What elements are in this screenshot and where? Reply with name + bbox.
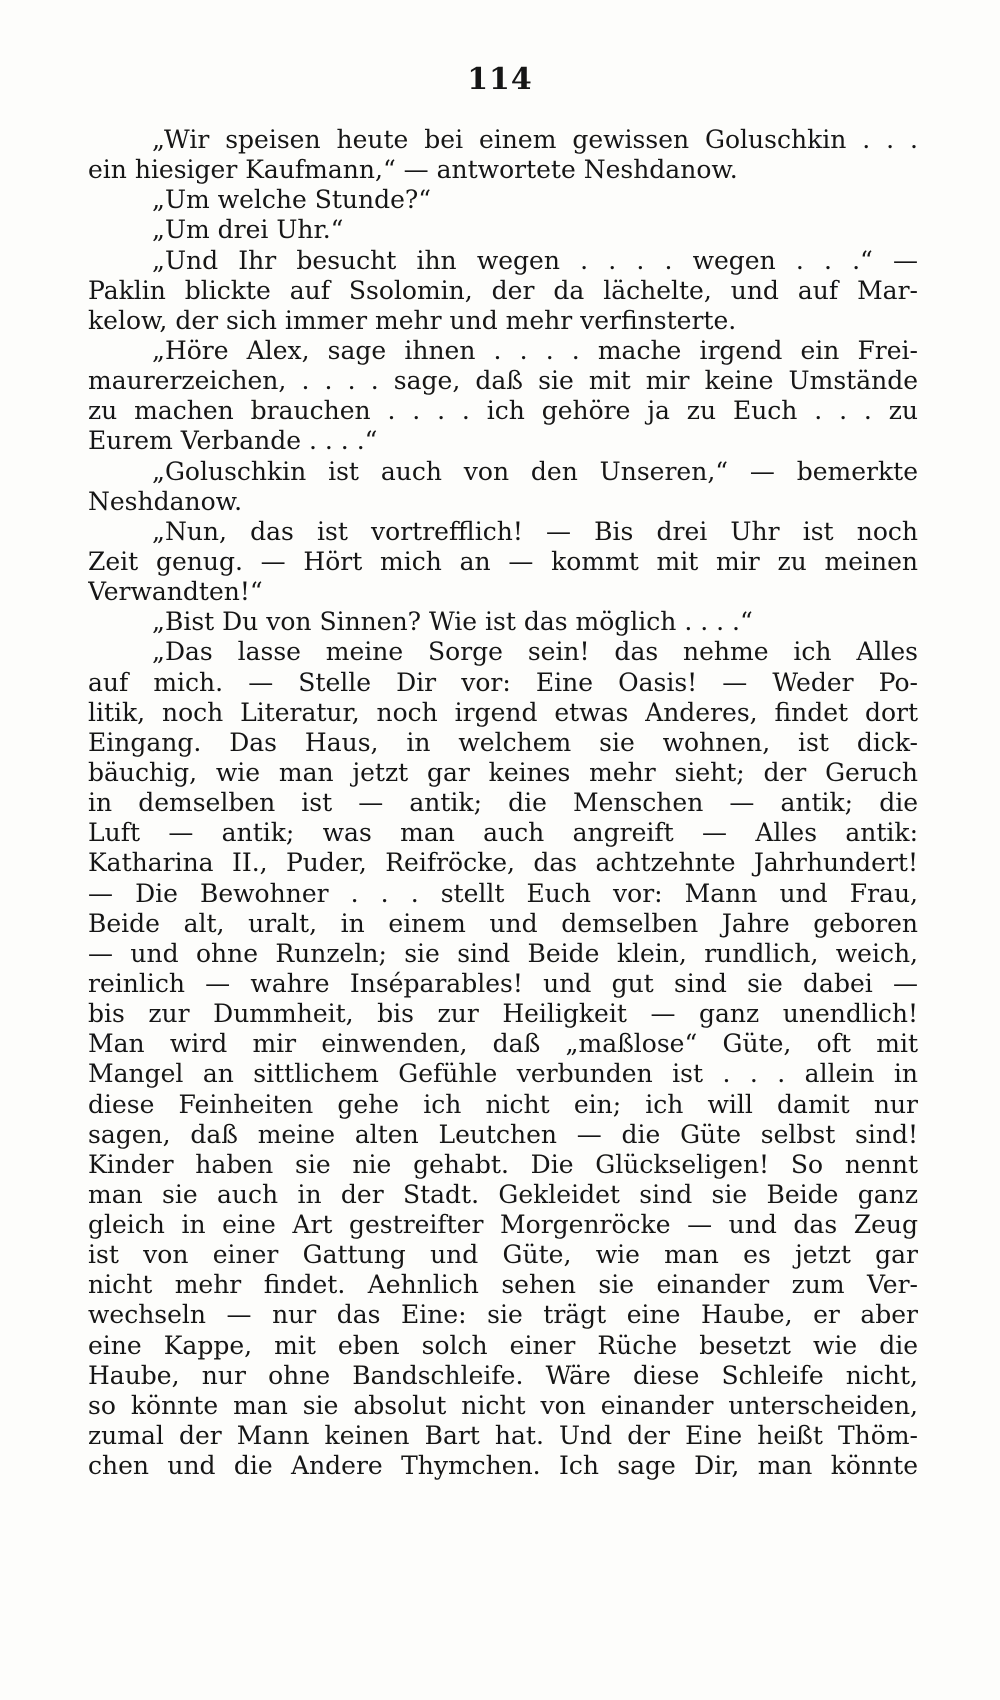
text-line: Mangel an sittlichem Gefühle verbunden ist . . . allein in (88, 1059, 918, 1089)
text-line: man sie auch in der Stadt. Gekleidet sind sie Beide ganz (88, 1179, 918, 1209)
text-line: bäuchig, wie man jetzt gar keines mehr sieht; der Geruch (88, 757, 918, 787)
text-line: Eingang. Das Haus, in welchem sie wohnen, ist dick- (88, 727, 918, 757)
text-line: „Nun, das ist vortrefflich! — Bis drei Uhr ist noch (152, 516, 918, 546)
text-line: Kinder haben sie nie gehabt. Die Glückseligen! So nennt (88, 1149, 918, 1179)
text-line: wechseln — nur das Eine: sie trägt eine Haube, er aber (88, 1300, 918, 1330)
text-line: auf mich. — Stelle Dir vor: Eine Oasis! — Weder Po- (88, 667, 918, 697)
text-line: — Die Bewohner . . . stellt Euch vor: Mann und Frau, (88, 878, 918, 908)
body-text (88, 125, 918, 1481)
text-line: „Bist Du von Sinnen? Wie ist das möglich . . . .“ (152, 607, 753, 637)
text-line: „Das lasse meine Sorge sein! das nehme ich Alles (152, 637, 918, 667)
text-line: Verwandten!“ (88, 577, 263, 607)
page-number: 114 (467, 62, 533, 97)
text-line: maurerzeichen, . . . . sage, daß sie mit mir keine Umstände (88, 366, 918, 396)
text-line: litik, noch Literatur, noch irgend etwas Anderes, findet dort (88, 697, 918, 727)
text-line: „Um welche Stunde?“ (152, 185, 432, 215)
text-line: Zeit genug. — Hört mich an — kommt mit mir zu meinen (88, 546, 918, 576)
text-line: zu machen brauchen . . . . ich gehöre ja zu Euch . . . zu (88, 396, 918, 426)
text-line: „Wir speisen heute bei einem gewissen Goluschkin . . . (152, 125, 918, 154)
text-line: „Höre Alex, sage ihnen . . . . mache irgend ein Frei- (152, 335, 918, 365)
text-line: „Um drei Uhr.“ (152, 215, 344, 245)
text-line: reinlich — wahre Inséparables! und gut sind sie dabei — (88, 968, 918, 998)
text-line: ein hiesiger Kaufmann,“ — antwortete Neshdanow. (88, 155, 738, 185)
text-line: — und ohne Runzeln; sie sind Beide klein, rundlich, weich, (88, 938, 918, 968)
text-line: „Und Ihr besucht ihn wegen . . . . wegen . . .“ — (152, 245, 918, 275)
text-line: in demselben ist — antik; die Menschen — antik; die (88, 788, 918, 818)
text-line: gleich in eine Art gestreifter Morgenröcke — und das Zeug (88, 1210, 918, 1240)
text-line: bis zur Dummheit, bis zur Heiligkeit — ganz unendlich! (88, 999, 918, 1029)
text-line: so könnte man sie absolut nicht von einander unterscheiden, (88, 1390, 918, 1420)
text-line: zumal der Mann keinen Bart hat. Und der Eine heißt Thöm- (88, 1421, 918, 1451)
text-line: Luft — antik; was man auch angreift — Alles antik: (88, 818, 918, 848)
text-line: sagen, daß meine alten Leutchen — die Güte selbst sind! (88, 1119, 918, 1149)
text-line: diese Feinheiten gehe ich nicht ein; ich will damit nur (88, 1089, 918, 1119)
text-line: Man wird mir einwenden, daß „maßlose“ Güte, oft mit (88, 1029, 918, 1059)
text-line: eine Kappe, mit eben solch einer Rüche besetzt wie die (88, 1330, 918, 1360)
text-line: Haube, nur ohne Bandschleife. Wäre diese Schleife nicht, (88, 1360, 918, 1390)
text-line: ist von einer Gattung und Güte, wie man es jetzt gar (88, 1240, 918, 1270)
text-line: Paklin blickte auf Ssolomin, der da lächelte, und auf Mar- (88, 275, 918, 305)
text-line: „Goluschkin ist auch von den Unseren,“ — bemerkte (152, 456, 918, 486)
text-line: kelow, der sich immer mehr und mehr verfinsterte. (88, 305, 737, 335)
text-line: Katharina II., Puder, Reifröcke, das achtzehnte Jahrhundert! (88, 848, 918, 878)
text-line: Eurem Verbande . . . .“ (88, 426, 378, 456)
text-line: chen und die Andere Thymchen. Ich sage Dir, man könnte (88, 1451, 918, 1481)
text-line: Neshdanow. (88, 486, 243, 516)
text-line: nicht mehr findet. Aehnlich sehen sie einander zum Ver- (88, 1270, 918, 1300)
text-line: Beide alt, uralt, in einem und demselben Jahre geboren (88, 908, 918, 938)
